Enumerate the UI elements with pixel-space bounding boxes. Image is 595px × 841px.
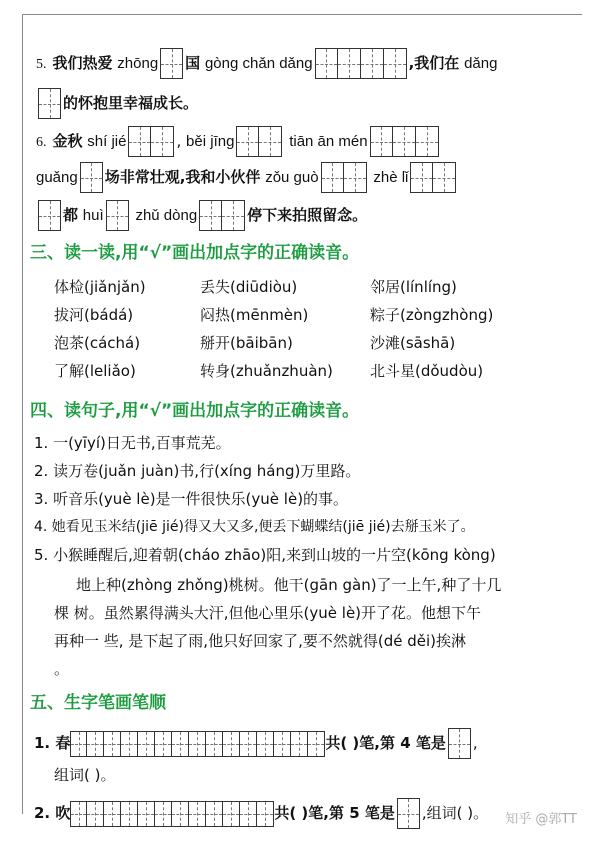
q2-tail: ,组词( )。 <box>421 804 489 822</box>
word-item[interactable]: 泡茶(cáchá) <box>54 334 141 352</box>
word-item[interactable]: 粽子(zòngzhòng) <box>370 306 494 324</box>
watermark: 知乎 @郭TT <box>505 812 577 827</box>
q6-number: 6. <box>36 135 47 150</box>
q6-comma: , <box>176 132 182 150</box>
q6-line1 <box>36 126 441 157</box>
answer-grid[interactable] <box>236 126 282 157</box>
sentence-line[interactable]: 5. 小猴睡醒后,迎着朝(cháo zhāo)阳,来到山坡的一片空(kōng kòng) <box>34 546 496 564</box>
q5-text-a: 我们热爱 <box>52 54 113 72</box>
pinyin-beijing: běi jīng <box>186 133 235 150</box>
q1-char: 1. 春 <box>34 734 71 752</box>
q5-text-b: 国 <box>185 54 201 72</box>
stroke-grid[interactable] <box>70 731 325 757</box>
answer-grid[interactable] <box>160 48 183 79</box>
answer-grid[interactable] <box>315 48 407 79</box>
sec5-q1-line1 <box>34 728 478 759</box>
sentence-line[interactable]: 棵 树。虽然累得满头大汗,但他心里乐(yuè lè)开了花。他想下午 <box>54 604 482 622</box>
q6-text-c: 都 <box>63 206 79 224</box>
q1-text: 共( )笔,第 4 笔是 <box>325 734 446 752</box>
pinyin-zhong: zhōng <box>117 55 159 72</box>
answer-grid[interactable] <box>128 126 174 157</box>
answer-grid[interactable] <box>38 200 61 231</box>
sentence-line[interactable]: 2. 读万卷(juǎn juàn)书,行(xíng háng)万里路。 <box>34 462 361 480</box>
q5-number: 5. <box>36 57 47 72</box>
word-item[interactable]: 体检(jiǎnjǎn) <box>54 278 146 296</box>
answer-grid[interactable] <box>106 200 129 231</box>
pinyin-zhudong: zhǔ dòng <box>135 207 198 224</box>
answer-grid[interactable] <box>38 88 61 119</box>
q6-line3 <box>36 200 367 231</box>
answer-grid[interactable] <box>199 200 245 231</box>
sec5-q1-line2: 组词( )。 <box>54 766 116 784</box>
stroke-grid[interactable] <box>70 801 274 827</box>
pinyin-zheli: zhè lǐ <box>373 169 409 186</box>
section4-heading: 四、读句子,用“√”画出加点字的正确读音。 <box>30 401 360 421</box>
answer-grid[interactable] <box>410 162 456 193</box>
answer-grid[interactable] <box>321 162 367 193</box>
word-item[interactable]: 掰开(bāibān) <box>200 334 293 352</box>
word-item[interactable]: 拔河(bádá) <box>54 306 134 324</box>
sentence-line[interactable]: 4. 她看见玉米结(jiē jié)得又大又多,便丢下蝴蝶结(jiē jié)去掰玉米了。 <box>34 519 475 535</box>
q5-line2 <box>36 88 198 119</box>
q6-text-b: 场非常壮观,我和小伙伴 <box>104 168 261 186</box>
q5-text-d: 的怀抱里幸福成长。 <box>63 94 199 112</box>
word-item[interactable]: 邻居(línlíng) <box>370 278 457 296</box>
word-item[interactable]: 了解(leliǎo) <box>54 362 136 380</box>
q6-line2 <box>36 162 458 193</box>
q5-text-c: ,我们在 <box>408 54 460 72</box>
pinyin-zouguo: zǒu guò <box>265 169 319 186</box>
word-item[interactable]: 闷热(mēnmèn) <box>200 306 309 324</box>
answer-grid[interactable] <box>448 728 471 759</box>
word-item[interactable]: 北斗星(dǒudòu) <box>370 362 484 380</box>
answer-grid[interactable] <box>397 798 420 829</box>
sentence-line: 。 <box>54 660 70 678</box>
q5-line1 <box>36 48 497 79</box>
pinyin-gongchandang: gòng chǎn dǎng <box>204 55 313 72</box>
pinyin-tiananmen: tiān ān mén <box>289 133 368 150</box>
q6-text-d: 停下来拍照留念。 <box>247 206 368 224</box>
section5-heading: 五、生字笔画笔顺 <box>30 693 166 713</box>
pinyin-guang: guǎng <box>36 169 78 186</box>
sentence-line[interactable]: 1. 一(yīyí)日无书,百事荒芜。 <box>34 434 231 452</box>
page-border-top <box>22 14 582 15</box>
q2-char: 2. 吹 <box>34 804 71 822</box>
sec5-q2-line <box>34 798 488 829</box>
word-item[interactable]: 沙滩(sāshā) <box>370 334 456 352</box>
pinyin-shijie: shí jié <box>87 133 127 150</box>
answer-grid[interactable] <box>370 126 439 157</box>
q6-text-a: 金秋 <box>52 132 83 150</box>
q1-comma: , <box>472 734 478 752</box>
pinyin-dang: dǎng <box>464 55 498 72</box>
answer-grid[interactable] <box>80 162 103 193</box>
word-item[interactable]: 转身(zhuǎnzhuàn) <box>200 362 333 380</box>
section3-heading: 三、读一读,用“√”画出加点字的正确读音。 <box>30 243 360 263</box>
sentence-line[interactable]: 地上种(zhòng zhǒng)桃树。他干(gān gàn)了一上午,种了十几 <box>76 576 502 594</box>
q2-text: 共( )笔,第 5 笔是 <box>274 804 395 822</box>
word-item[interactable]: 丢失(diūdiòu) <box>200 278 298 296</box>
page-border-left <box>22 14 23 814</box>
pinyin-hui: huì <box>82 207 104 224</box>
sentence-line[interactable]: 再种一 些, 是下起了雨,他只好回家了,要不然就得(dé děi)挨淋 <box>54 632 466 650</box>
sentence-line[interactable]: 3. 听音乐(yuè lè)是一件很快乐(yuè lè)的事。 <box>34 490 349 508</box>
